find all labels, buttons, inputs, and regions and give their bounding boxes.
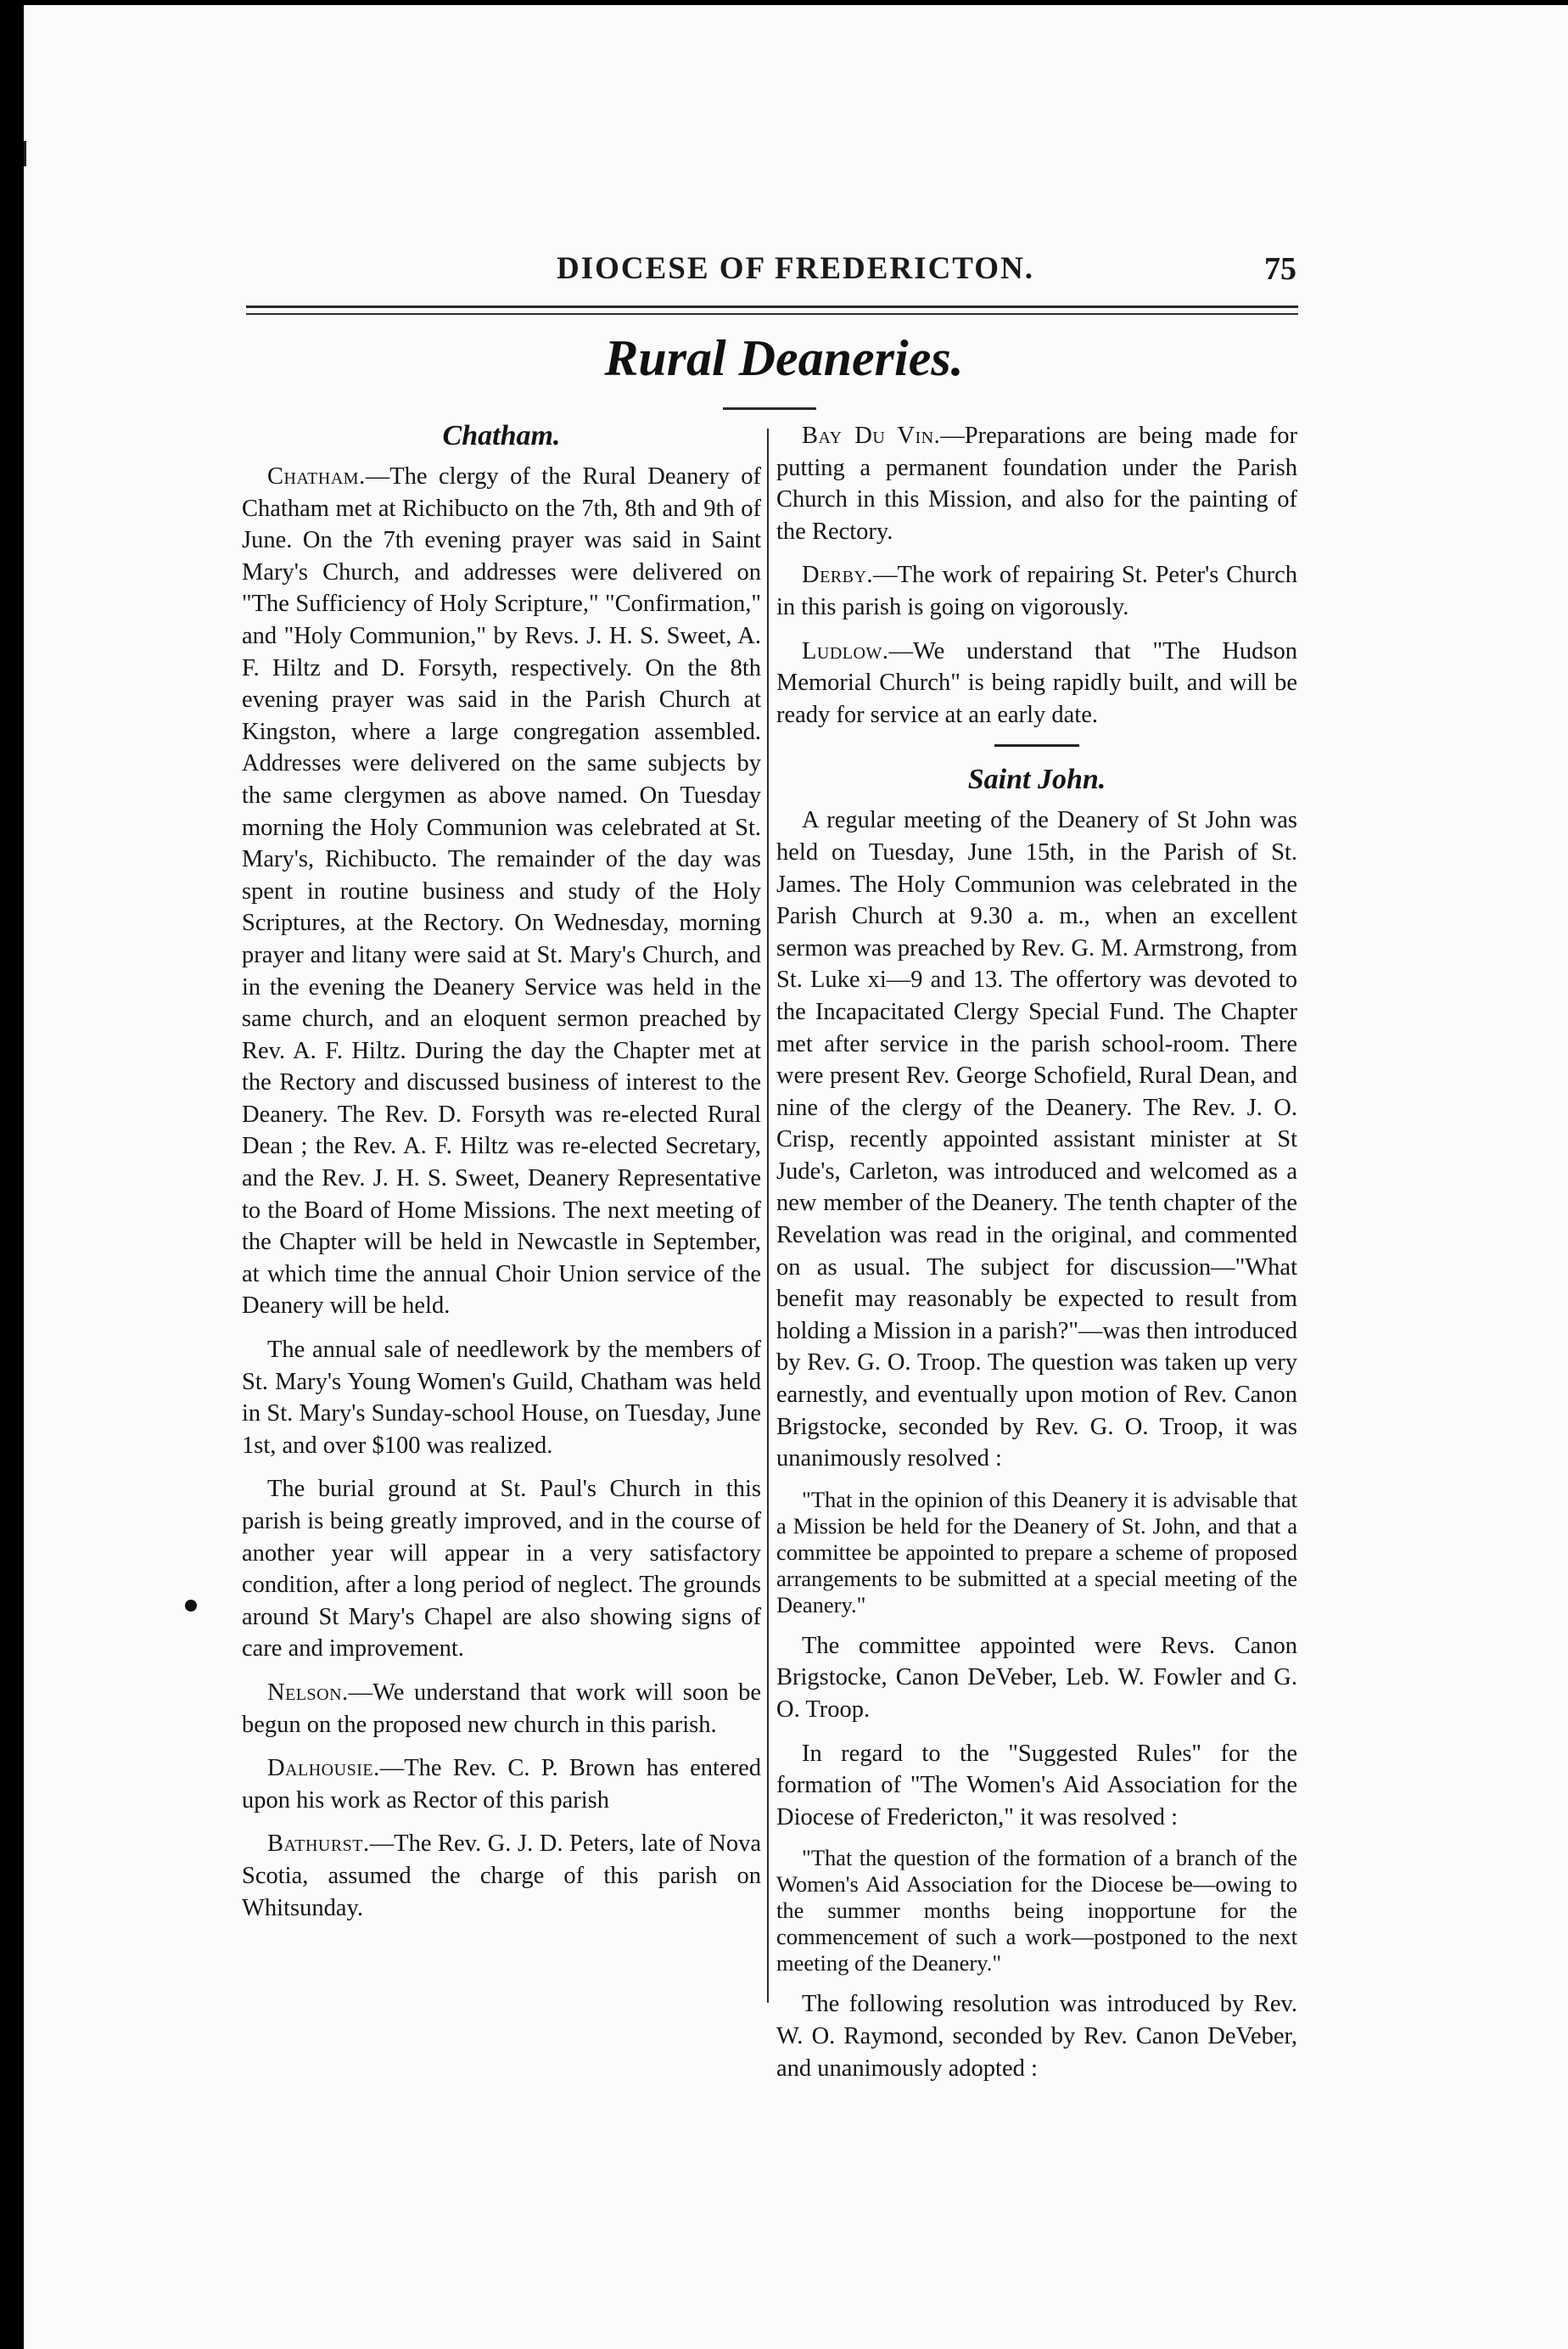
section-title: Rural Deaneries. — [604, 330, 964, 386]
paragraph-text: A regular meeting of the Deanery of St John was held on Tuesday, June 15th, in the Parish of St. James. The Holy Communion was celebrated in the Parish Church at 9.30 a. m., when an excellent sermon was preached by Rev. G. M. Armstrong, from St. Luke xi—9 and 13. The offertory was devoted to the Incapacitated Clergy Special Fund. The Chapter met after service in the parish school-room. There were present Rev. George Schofield, Rural Dean, and nine of the clergy of the Deanery. The Rev. J. O. Crisp, recently appointed assistant minister at St Jude's, Carleton, was introduced and welcomed as a new member of the Deanery. The tenth chapter of the Revelation was read in the original, and commented on as usual. The subject for discussion—"What benefit may reasonably be expected to result from holding a Mission in a parish?"—was then introduced by Rev. G. O. Troop. The question was taken up very earnestly, and eventually upon motion of Rev. Canon Brigstocke, seconded by Rev. G. O. Troop, it was unanimously resolved : — [776, 807, 1297, 1472]
paragraph — [776, 1487, 1297, 1618]
paragraph-lead: Chatham. — [267, 463, 366, 490]
section-separator — [994, 744, 1079, 747]
paragraph — [242, 1334, 761, 1461]
ink-speck — [185, 1600, 197, 1612]
paragraph — [776, 420, 1297, 547]
paragraph — [776, 1845, 1297, 1976]
paragraph — [776, 1988, 1297, 2084]
paragraph-lead: Bathurst. — [267, 1830, 370, 1858]
left-paragraphs — [242, 461, 761, 1924]
paragraph — [776, 804, 1297, 1474]
paragraph — [776, 559, 1297, 623]
paragraph-text: —The work of repairing St. Peter's Church in this parish is going on vigorously. — [776, 562, 1297, 620]
right-top-paragraphs — [776, 420, 1297, 731]
header-rule-top — [246, 306, 1298, 308]
paragraph — [242, 461, 761, 1322]
paragraph-text: —Preparations are being made for putting a permanent foundation under the Parish Church in this Mission, and also for the painting of the Rectory. — [776, 423, 1297, 545]
paragraph-text: The committee appointed were Revs. Canon Brigstocke, Canon DeVeber, Leb. W. Fowler and G. O. Troop. — [776, 1632, 1297, 1723]
paragraph-lead: Bay Du Vin. — [802, 423, 941, 449]
subhead-chatham: Chatham. — [442, 420, 561, 451]
paragraph-text: "That in the opinion of this Deanery it is advisable that a Mission be held for the Deanery of St. John, and that a committee be appointed to prepare a scheme of proposed arrangements to be submitted at a special meeting of the Deanery." — [776, 1486, 1297, 1617]
paragraph — [242, 1752, 761, 1816]
paragraph-text: The burial ground at St. Paul's Church in this parish is being greatly improved, and in the course of another year will appear in a very satisfactory condition, after a long period of neglect. The grounds around St Mary's Chapel are also showing signs of care and improvement. — [242, 1476, 761, 1662]
paragraph-lead: Nelson. — [267, 1679, 349, 1706]
paragraph — [776, 1738, 1297, 1834]
paragraph-lead: Dalhousie. — [267, 1755, 380, 1782]
paragraph-text: "That the question of the formation of a branch of the Women's Aid Association for the Diocese be—owing to the summer months being inopportune for the commencement of such a work—postponed to the next meeting of the Deanery." — [776, 1845, 1297, 1976]
paragraph-text: —The Rev. G. J. D. Peters, late of Nova Scotia, assumed the charge of this parish on Whitsunday. — [242, 1830, 761, 1921]
right-column — [776, 420, 1297, 2096]
paragraph-lead: Derby. — [802, 562, 874, 589]
title-underline — [723, 407, 816, 410]
scan-edge-mark — [24, 141, 26, 166]
paragraph — [242, 1828, 761, 1924]
paragraph-text: —We understand that "The Hudson Memorial Church" is being rapidly built, and will be ready for service at an early date. — [776, 637, 1297, 728]
right-paragraphs — [776, 804, 1297, 2084]
paragraph — [776, 1630, 1297, 1726]
running-head: DIOCESE OF FREDERICTON. — [557, 251, 1035, 286]
page-number: 75 — [1264, 251, 1296, 287]
paragraph-text: —The Rev. C. P. Brown has entered upon his work as Rector of this parish — [242, 1755, 761, 1814]
paragraph-text: The annual sale of needlework by the members of St. Mary's Young Women's Guild, Chatham was held in St. Mary's Sunday-school House, on Tuesday, June 1st, and over $100 was realized. — [242, 1337, 761, 1459]
paragraph — [242, 1473, 761, 1665]
paragraph-text: —The clergy of the Rural Deanery of Chatham met at Richibucto on the 7th, 8th and 9th of June. On the 7th evening prayer was said in Saint Mary's Church, and addresses were delivered on "The Sufficiency of Holy Scripture," "Confirmation," and "Holy Communion," by Revs. J. H. S. Sweet, A. F. Hiltz and D. Forsyth, respectively. On the 8th evening prayer was said in the Parish Church at Kingston, where a large congregation assembled. Addresses were delivered on the same subjects by the same clergymen as above named. On Tuesday morning the Holy Communion was celebrated at St. Mary's, Richibucto. The remainder of the day was spent in routine business and study of the Holy Scriptures, at the Rectory. On Wednesday, morning prayer and litany were said at St. Mary's Church, and in the evening the Deanery Service was held in the same church, and an eloquent sermon preached by Rev. A. F. Hiltz. During the day the Chapter met at the Rectory and discussed business of interest to the Deanery. The Rev. D. Forsyth was re-elected Rural Dean ; the Rev. A. F. Hiltz was re-elected Secretary, and the Rev. J. H. S. Sweet, Deanery Representative to the Board of Home Missions. The next meeting of the Chapter will be held in Newcastle in September, at which time the annual Choir Union service of the Deanery will be held. — [242, 463, 761, 1320]
subhead-saint-john: Saint John. — [967, 764, 1106, 796]
paragraph-lead: Ludlow. — [802, 637, 889, 664]
paragraph-text: —We understand that work will soon be begun on the proposed new church in this parish. — [242, 1679, 761, 1738]
column-divider — [767, 429, 769, 2003]
paragraph — [776, 636, 1297, 732]
paragraph-text: In regard to the "Suggested Rules" for the formation of "The Women's Aid Association for the Diocese of Fredericton," it was resolved : — [776, 1740, 1297, 1830]
left-column — [242, 420, 761, 1936]
header-rule-bottom — [246, 313, 1298, 315]
paragraph-text: The following resolution was introduced by Rev. W. O. Raymond, seconded by Rev. Canon DeVeber, and unanimously adopted : — [776, 1991, 1297, 2082]
paragraph — [242, 1677, 761, 1741]
